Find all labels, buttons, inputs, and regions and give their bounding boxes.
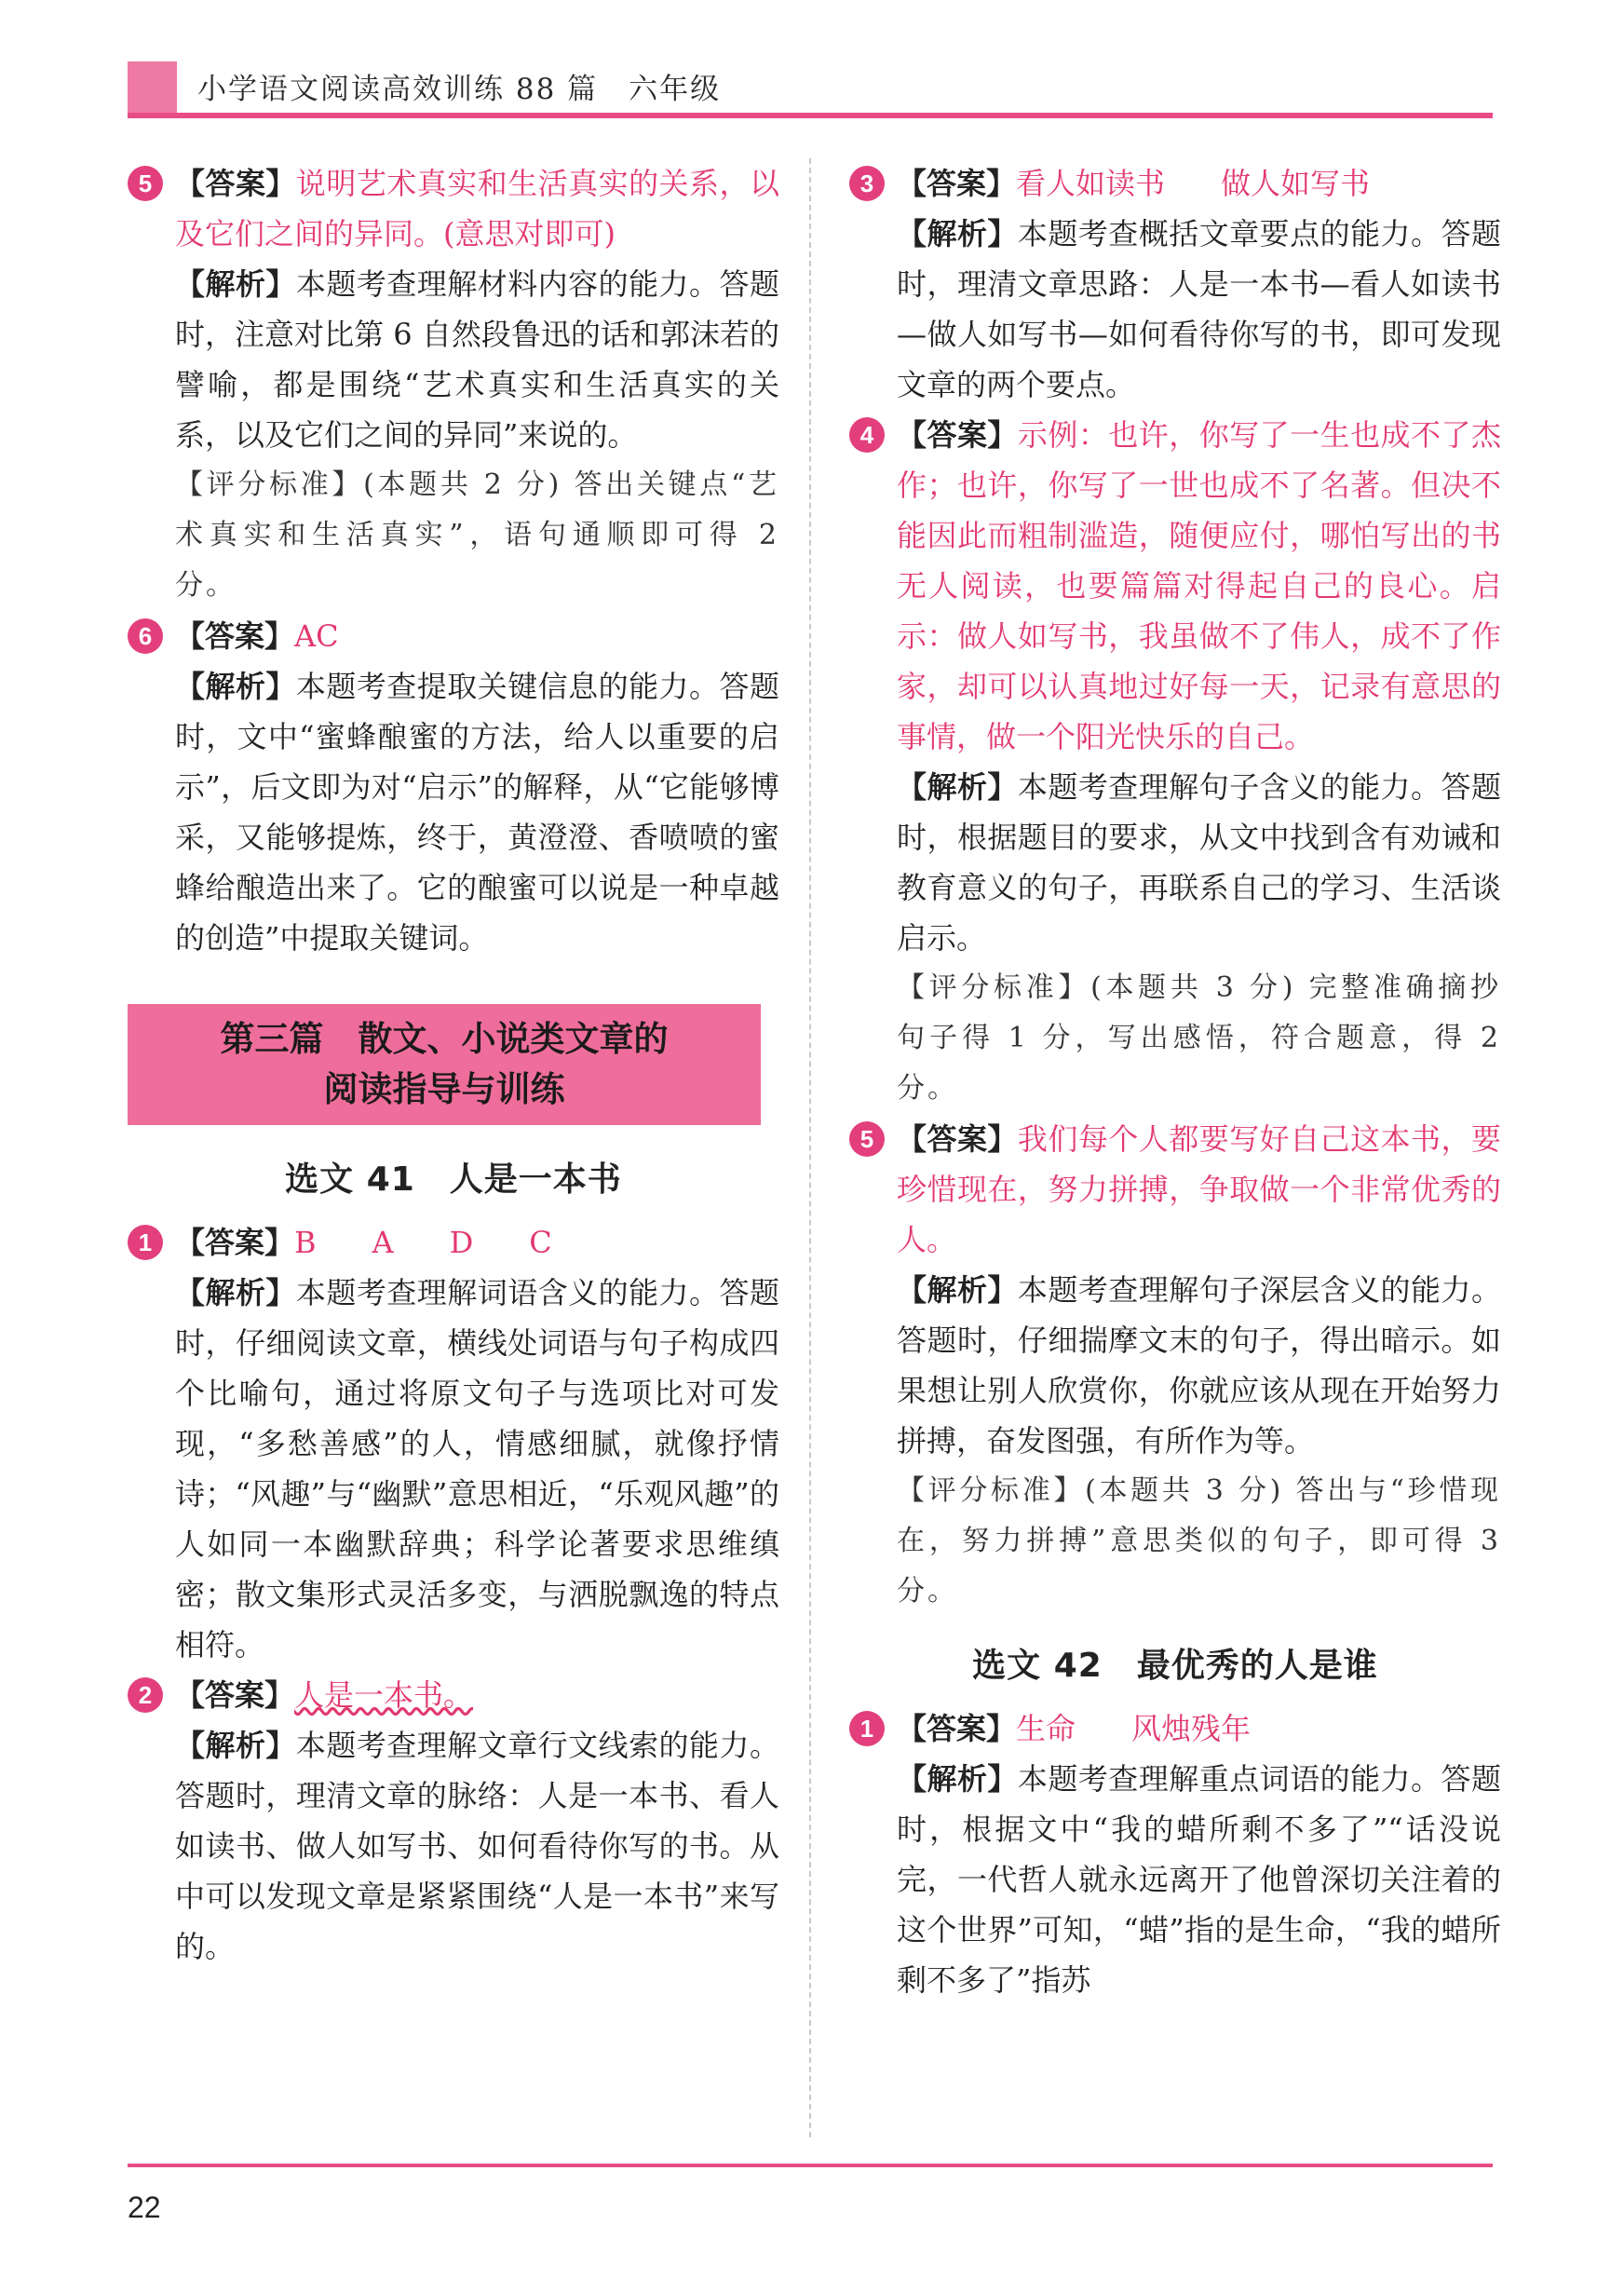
s41-question-3 <box>849 158 1501 410</box>
analysis-line: 【解析】本题考查理解句子含义的能力。答题时，根据题目的要求，从文中找到含有劝诫和教育意义的句子，再联系自己的学习、生活谈启示。 <box>897 769 1501 956</box>
part-banner <box>128 1004 761 1125</box>
page-number: 22 <box>128 2191 161 2224</box>
question-number: 6 <box>128 618 163 654</box>
analysis-line: 【解析】本题考查提取关键信息的能力。答题时，文中“蜜蜂酿蜜的方法，给人以重要的启示”，后文即为对“启示”的解释，从“它能够博采，又能够提炼，终于，黄澄澄、香喷喷的蜜蜂给酿造出来了。它的酿蜜可以说是一种卓越的创造”中提取关键词。 <box>175 669 779 956</box>
s41-question-5 <box>849 1114 1501 1617</box>
header-rule <box>128 113 1493 118</box>
answer-2: 风烛残年 <box>1131 1711 1252 1746</box>
answer-line: 【答案】生命 风烛残年 <box>897 1711 1252 1746</box>
answer-line: 【答案】AC <box>175 618 339 654</box>
left-column <box>128 158 779 1972</box>
question-number: 5 <box>128 166 163 201</box>
answer-line: 【答案】看人如读书 做人如写书 <box>897 166 1371 201</box>
answer-line: 【答案】人是一本书。 <box>175 1677 474 1713</box>
header-title: 小学语文阅读高效训练 88 篇 六年级 <box>197 73 722 106</box>
analysis-text: 本题考查理解句子深层含义的能力。答题时，仔细揣摩文末的句子，得出暗示。如果想让别人欣赏你，你就应该从现在开始努力拼搏，奋发图强，有所作为等。 <box>897 1272 1501 1459</box>
question-number: 1 <box>849 1711 885 1746</box>
analysis-text: 本题考查提取关键信息的能力。答题时，文中“蜜蜂酿蜜的方法，给人以重要的启示”，后文即为对“启示”的解释，从“它能够博采，又能够提炼，终于，黄澄澄、香喷喷的蜜蜂给酿造出来了。它的酿蜜可以说是一种卓越的创造”中提取关键词。 <box>175 669 779 956</box>
answer-2: A <box>372 1225 394 1260</box>
analysis-line: 【解析】本题考查理解重点词语的能力。答题时，根据文中“我的蜡所剩不多了”“话没说完，一代哲人就永远离开了他曾深切关注着的这个世界”可知，“蜡”指的是生命，“我的蜡所剩不多了”指苏 <box>897 1761 1501 1998</box>
answer-line: 【答案】我们每个人都要写好自己这本书，要珍惜现在，努力拼搏，争取做一个非常优秀的人。 <box>897 1121 1501 1257</box>
answer-text: 说明艺术真实和生活真实的关系，以及它们之间的异同。(意思对即可) <box>175 166 779 251</box>
s41-question-2 <box>128 1670 779 1972</box>
question-number: 1 <box>128 1225 163 1260</box>
score-text: (本题共 3 分) 完整准确摘抄句子得 1 分，写出感悟，符合题意，得 2 分。 <box>897 971 1502 1105</box>
section-title-42: 选文 42 最优秀的人是谁 <box>972 1647 1378 1685</box>
s41-question-1 <box>128 1217 779 1670</box>
question-number: 2 <box>128 1677 163 1713</box>
score-text: (本题共 3 分) 答出与“珍惜现在，努力拼搏”意思类似的句子，即可得 3 分。 <box>897 1474 1502 1608</box>
s41-question-4 <box>849 410 1501 1114</box>
score-text: (本题共 2 分) 答出关键点“艺术真实和生活真实”，语句通顺即可得 2 分。 <box>175 468 780 602</box>
question-number: 3 <box>849 166 885 201</box>
question-5 <box>128 158 779 611</box>
column-divider <box>809 158 811 2137</box>
answer-4: C <box>529 1225 552 1260</box>
analysis-line: 【解析】本题考查理解词语含义的能力。答题时，仔细阅读文章，横线处词语与句子构成四个比喻句，通过将原文句子与选项比对可发现，“多愁善感”的人，情感细腻，就像抒情诗；“风趣”与“幽默”意思相近，“乐观风趣”的人如同一本幽默辞典；科学论著要求思维缜密；散文集形式灵活多变，与洒脱飘逸的特点相符。 <box>175 1275 779 1662</box>
analysis-text: 本题考查概括文章要点的能力。答题时，理清文章思路：人是一本书—看人如读书—做人如写书—如何看待你写的书，即可发现文章的两个要点。 <box>897 216 1501 402</box>
right-column <box>849 158 1501 2005</box>
analysis-line: 【解析】本题考查概括文章要点的能力。答题时，理清文章思路：人是一本书—看人如读书—做人如写书—如何看待你写的书，即可发现文章的两个要点。 <box>897 216 1501 402</box>
analysis-text: 本题考查理解文章行文线索的能力。答题时，理清文章的脉络：人是一本书、看人如读书、做人如写书、如何看待你写的书。从中可以发现文章是紧紧围绕“人是一本书”来写的。 <box>175 1728 779 1964</box>
answer-text: AC <box>294 618 339 654</box>
banner-line-2: 阅读指导与训练 <box>323 1069 565 1109</box>
score-line: 【评分标准】(本题共 3 分) 完整准确摘抄句子得 1 分，写出感悟，符合题意，得 2 分。 <box>897 971 1502 1105</box>
answer-line: 【答案】说明艺术真实和生活真实的关系，以及它们之间的异同。(意思对即可) <box>175 166 779 251</box>
header-accent-block <box>128 61 177 115</box>
analysis-line: 【解析】本题考查理解句子深层含义的能力。答题时，仔细揣摩文末的句子，得出暗示。如果想让别人欣赏你，你就应该从现在开始努力拼搏，奋发图强，有所作为等。 <box>897 1272 1501 1459</box>
s42-question-1 <box>849 1703 1501 2005</box>
score-line: 【评分标准】(本题共 3 分) 答出与“珍惜现在，努力拼搏”意思类似的句子，即可得 3 分。 <box>897 1474 1502 1608</box>
analysis-text: 本题考查理解词语含义的能力。答题时，仔细阅读文章，横线处词语与句子构成四个比喻句，通过将原文句子与选项比对可发现，“多愁善感”的人，情感细腻，就像抒情诗；“风趣”与“幽默”意思相近，“乐观风趣”的人如同一本幽默辞典；科学论著要求思维缜密；散文集形式灵活多变，与洒脱飘逸的特点相符。 <box>175 1275 779 1662</box>
answer-3: D <box>449 1225 474 1260</box>
analysis-text: 本题考查理解材料内容的能力。答题时，注意对比第 6 自然段鲁迅的话和郭沫若的譬喻，都是围绕“艺术真实和生活真实的关系，以及它们之间的异同”来说的。 <box>175 266 779 453</box>
answer-line: 【答案】B A D C <box>175 1225 552 1260</box>
answer-1: B <box>294 1225 317 1260</box>
footer-rule <box>128 2164 1493 2167</box>
answer-text: 示例：也许，你写了一生也成不了杰作；也许，你写了一世也成不了名著。但决不能因此而粗制滥造，随便应付，哪怕写出的书无人阅读，也要篇篇对得起自己的良心。启示：做人如写书，我虽做不了伟人，成不了作家，却可以认真地过好每一天，记录有意思的事情，做一个阳光快乐的自己。 <box>897 417 1501 754</box>
analysis-text: 本题考查理解重点词语的能力。答题时，根据文中“我的蜡所剩不多了”“话没说完，一代哲人就永远离开了他曾深切关注着的这个世界”可知，“蜡”指的是生命，“我的蜡所剩不多了”指苏 <box>897 1761 1501 1998</box>
answer-2: 做人如写书 <box>1221 166 1371 201</box>
analysis-line: 【解析】本题考查理解材料内容的能力。答题时，注意对比第 6 自然段鲁迅的话和郭沫若的譬喻，都是围绕“艺术真实和生活真实的关系，以及它们之间的异同”来说的。 <box>175 266 779 453</box>
answer-1: 生命 <box>1016 1711 1076 1746</box>
score-line: 【评分标准】(本题共 2 分) 答出关键点“艺术真实和生活真实”，语句通顺即可得 2 分。 <box>175 468 780 602</box>
answer-text: 人是一本书。 <box>294 1677 474 1713</box>
analysis-line: 【解析】本题考查理解文章行文线索的能力。答题时，理清文章的脉络：人是一本书、看人如读书、做人如写书、如何看待你写的书。从中可以发现文章是紧紧围绕“人是一本书”来写的。 <box>175 1728 779 1964</box>
banner-line-1: 第三篇 散文、小说类文章的 <box>220 1019 669 1059</box>
question-number: 5 <box>849 1121 885 1157</box>
answer-1: 看人如读书 <box>1016 166 1166 201</box>
question-number: 4 <box>849 417 885 453</box>
question-6 <box>128 611 779 963</box>
answer-text: 我们每个人都要写好自己这本书，要珍惜现在，努力拼搏，争取做一个非常优秀的人。 <box>897 1121 1501 1257</box>
section-title-41: 选文 41 人是一本书 <box>285 1160 622 1199</box>
analysis-text: 本题考查理解句子含义的能力。答题时，根据题目的要求，从文中找到含有劝诫和教育意义的句子，再联系自己的学习、生活谈启示。 <box>897 769 1501 956</box>
answer-line: 【答案】示例：也许，你写了一生也成不了杰作；也许，你写了一世也成不了名著。但决不能因此而粗制滥造，随便应付，哪怕写出的书无人阅读，也要篇篇对得起自己的良心。启示：做人如写书，我虽做不了伟人，成不了作家，却可以认真地过好每一天，记录有意思的事情，做一个阳光快乐的自己。 <box>897 417 1501 754</box>
